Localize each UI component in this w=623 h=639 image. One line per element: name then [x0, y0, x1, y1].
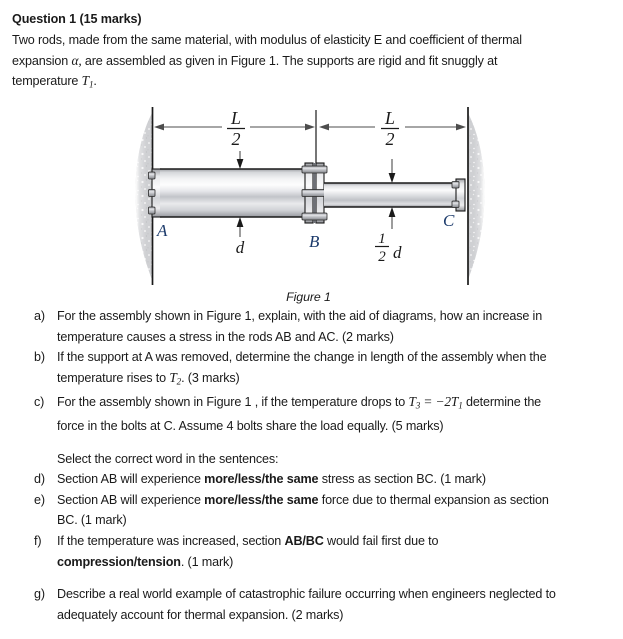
intro-line-3-part-a: temperature	[12, 74, 79, 88]
diameter-big-label: d	[235, 238, 245, 258]
dim-right-numerator: L	[384, 108, 396, 129]
section-spacer	[12, 437, 605, 449]
question-label-a: a)	[34, 309, 45, 324]
intro-line-2-part-b: are assembled as given in Figure 1. The supports are rigid and fit snuggly at	[84, 53, 498, 68]
bolt-b-bottom	[302, 213, 327, 220]
bolt-c-top	[452, 182, 459, 189]
t-subscript: 1	[88, 79, 94, 90]
temperature-t1-symbol	[81, 73, 97, 90]
question-list-abc	[12, 306, 605, 437]
question-e-suffix: force due to thermal expansion as section	[318, 492, 549, 507]
diameter-dimension-small	[375, 159, 402, 265]
dim-right-denominator: 2	[385, 129, 395, 150]
label-point-a: A	[157, 221, 168, 241]
question-b-line-2-part-b: . (3 marks)	[181, 370, 240, 385]
question-f-choice: AB/BC	[284, 534, 324, 549]
question-c-line-1-part-b: determine the	[465, 394, 542, 409]
page-title: Question 1 (15 marks)	[12, 12, 142, 26]
question-f-suffix: would fail first due to	[323, 534, 439, 549]
question-item-g	[12, 584, 605, 625]
t2-glyph: T	[169, 369, 177, 385]
question-b-line-2-part-a: temperature rises to	[57, 370, 166, 385]
figure-1-diagram	[0, 95, 623, 290]
question-f-line-2-suffix: . (1 mark)	[180, 554, 234, 569]
question-a-line-2: temperature causes a stress in the rods AB and AC. (2 marks)	[57, 329, 394, 344]
temperature-t3-symbol	[408, 394, 420, 409]
label-point-b: B	[309, 232, 320, 252]
t1-ref-glyph: T	[450, 393, 459, 409]
bolt-a-mid	[149, 190, 156, 197]
question-list-def	[12, 469, 605, 572]
question-label-e: e)	[34, 492, 45, 507]
question-label-g: g)	[34, 587, 45, 602]
intro-period: .	[93, 74, 97, 88]
rod-bc	[324, 179, 465, 211]
question-item-c	[12, 392, 605, 437]
dimension-label-right	[381, 108, 399, 149]
t3-subscript: 3	[415, 400, 421, 411]
question-item-b	[12, 347, 605, 392]
equation-operator: = −2	[420, 393, 451, 409]
diameter-small-denominator: 2	[378, 249, 386, 266]
question-e-line-2: BC. (1 mark)	[57, 513, 127, 528]
question-f-prefix: If the temperature was increased, section	[57, 534, 285, 549]
bolt-c-bottom	[452, 201, 459, 208]
question-c-line-1-part-a: For the assembly shown in Figure 1 , if the temperature drops to	[57, 394, 406, 409]
temperature-t1-ref-symbol	[451, 394, 463, 409]
bolt-b-top	[302, 166, 327, 173]
bolt-a-bottom	[149, 207, 156, 214]
question-a-line-1: For the assembly shown in Figure 1, explain, with the aid of diagrams, how an increase in	[57, 309, 543, 324]
question-g-line-1: Describe a real world example of catastrophic failure occurring when engineers neglected to	[57, 587, 556, 602]
question-list-g	[12, 584, 605, 625]
right-support-wall	[468, 107, 484, 285]
dimension-label-left	[227, 108, 245, 149]
question-label-b: b)	[34, 350, 45, 365]
question-item-f	[12, 531, 605, 572]
question-label-f: f)	[34, 534, 42, 549]
intro-paragraph	[12, 30, 605, 95]
rod-assembly-svg	[0, 95, 623, 290]
dim-left-denominator: 2	[231, 129, 241, 150]
bolt-a-top	[149, 172, 156, 179]
figure-caption: Figure 1	[286, 290, 331, 305]
bolt-b-mid	[302, 190, 327, 197]
question-item-d	[12, 469, 605, 490]
question-e-choice: more/less/the same	[204, 492, 319, 507]
label-point-c: C	[443, 211, 455, 231]
dim-left-numerator: L	[230, 108, 242, 129]
t1-ref-subscript: 1	[458, 400, 463, 411]
temperature-t2-symbol	[169, 370, 181, 385]
question-item-a	[12, 306, 605, 347]
question-label-d: d)	[34, 472, 45, 487]
t3-glyph: T	[408, 393, 416, 409]
intro-line-2-part-a: expansion	[12, 53, 69, 68]
diameter-small-numerator: 1	[378, 231, 386, 248]
intro-line-1: Two rods, made from the same material, with modulus of elasticity E and coefficient of thermal	[12, 33, 522, 47]
rod-ab	[149, 169, 307, 217]
final-spacer	[12, 572, 605, 584]
question-f-choice-2: compression/tension	[57, 554, 181, 569]
diameter-small-d: d	[393, 243, 402, 263]
t2-subscript: 2	[176, 376, 182, 387]
question-b-line-1: If the support at A was removed, determine the change in length of the assembly when the	[57, 350, 547, 365]
question-label-c: c)	[34, 394, 45, 409]
question-d-choice: more/less/the same	[204, 472, 319, 487]
select-word-heading: Select the correct word in the sentences:	[57, 451, 279, 466]
question-e-prefix: Section AB will experience	[57, 492, 205, 507]
question-c-line-2: force in the bolts at C. Assume 4 bolts share the load equally. (5 marks)	[57, 419, 444, 434]
question-item-e	[12, 490, 605, 531]
question-d-suffix: stress as section BC. (1 mark)	[318, 472, 486, 487]
question-d-prefix: Section AB will experience	[57, 472, 205, 487]
t-glyph: T	[81, 73, 89, 88]
question-g-line-2: adequately account for thermal expansion. (2 marks)	[57, 607, 344, 622]
alpha-symbol: α,	[71, 52, 82, 68]
